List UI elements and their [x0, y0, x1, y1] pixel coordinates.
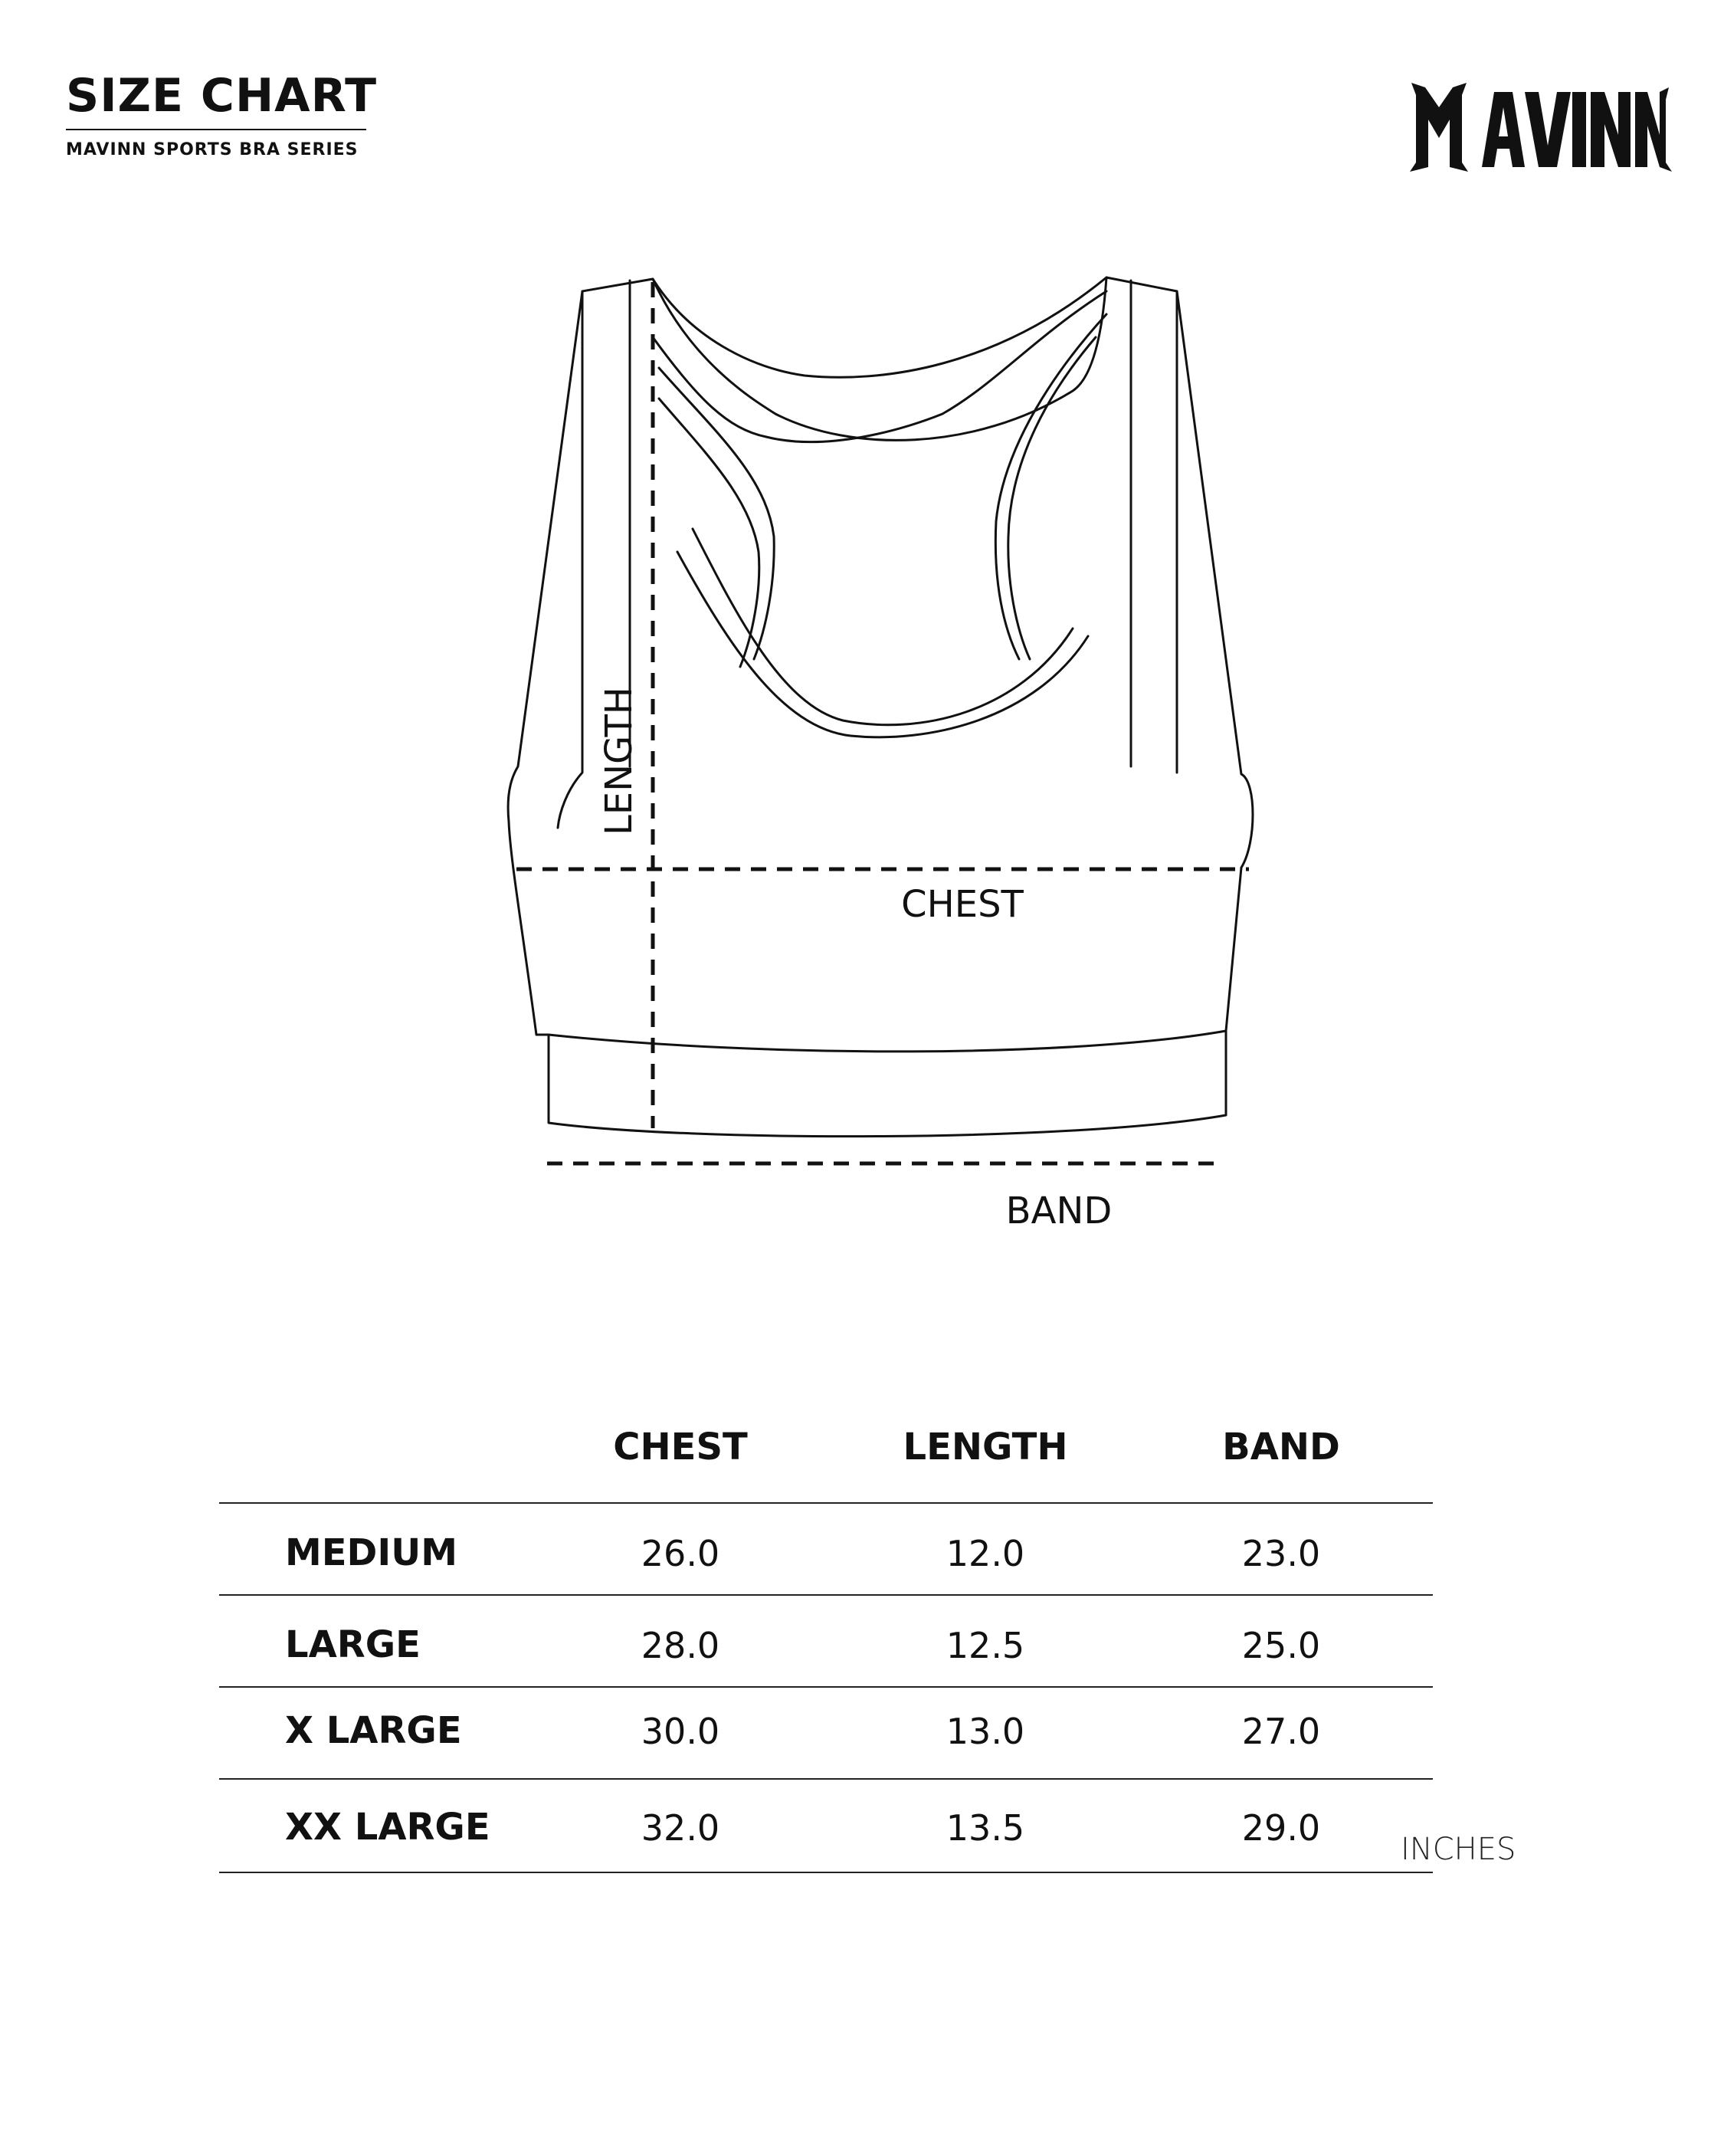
band-label: BAND: [1005, 1190, 1113, 1232]
row-size-label: MEDIUM: [285, 1531, 457, 1574]
band-value: 27.0: [1241, 1711, 1321, 1752]
underband: [549, 1031, 1226, 1052]
table-row: [219, 1686, 1433, 1780]
row-size-label: X LARGE: [285, 1709, 462, 1752]
length-value: 12.0: [946, 1533, 1025, 1574]
chest-value: 26.0: [641, 1533, 720, 1574]
column-header-length: LENGTH: [903, 1426, 1068, 1469]
column-header-chest: CHEST: [613, 1426, 748, 1469]
column-header-band: BAND: [1222, 1426, 1340, 1469]
length-value: 13.5: [946, 1807, 1025, 1849]
band-value: 25.0: [1241, 1625, 1321, 1666]
chest-value: 32.0: [641, 1807, 720, 1849]
band-value: 29.0: [1241, 1807, 1321, 1849]
units-label: INCHES: [1401, 1832, 1516, 1867]
chest-value: 30.0: [641, 1711, 720, 1752]
chest-value: 28.0: [641, 1625, 720, 1666]
table-row: [219, 1502, 1433, 1596]
table-row: [219, 1594, 1433, 1688]
page-title: SIZE CHART: [66, 69, 378, 123]
row-size-label: XX LARGE: [285, 1806, 490, 1849]
chest-label: CHEST: [901, 883, 1024, 926]
page-subtitle: MAVINN SPORTS BRA SERIES: [66, 140, 359, 159]
length-label: LENGTH: [598, 687, 641, 835]
row-size-label: LARGE: [285, 1623, 421, 1666]
length-value: 13.0: [946, 1711, 1025, 1752]
length-value: 12.5: [946, 1625, 1025, 1666]
table-row: [219, 1778, 1433, 1873]
band-value: 23.0: [1241, 1533, 1321, 1574]
